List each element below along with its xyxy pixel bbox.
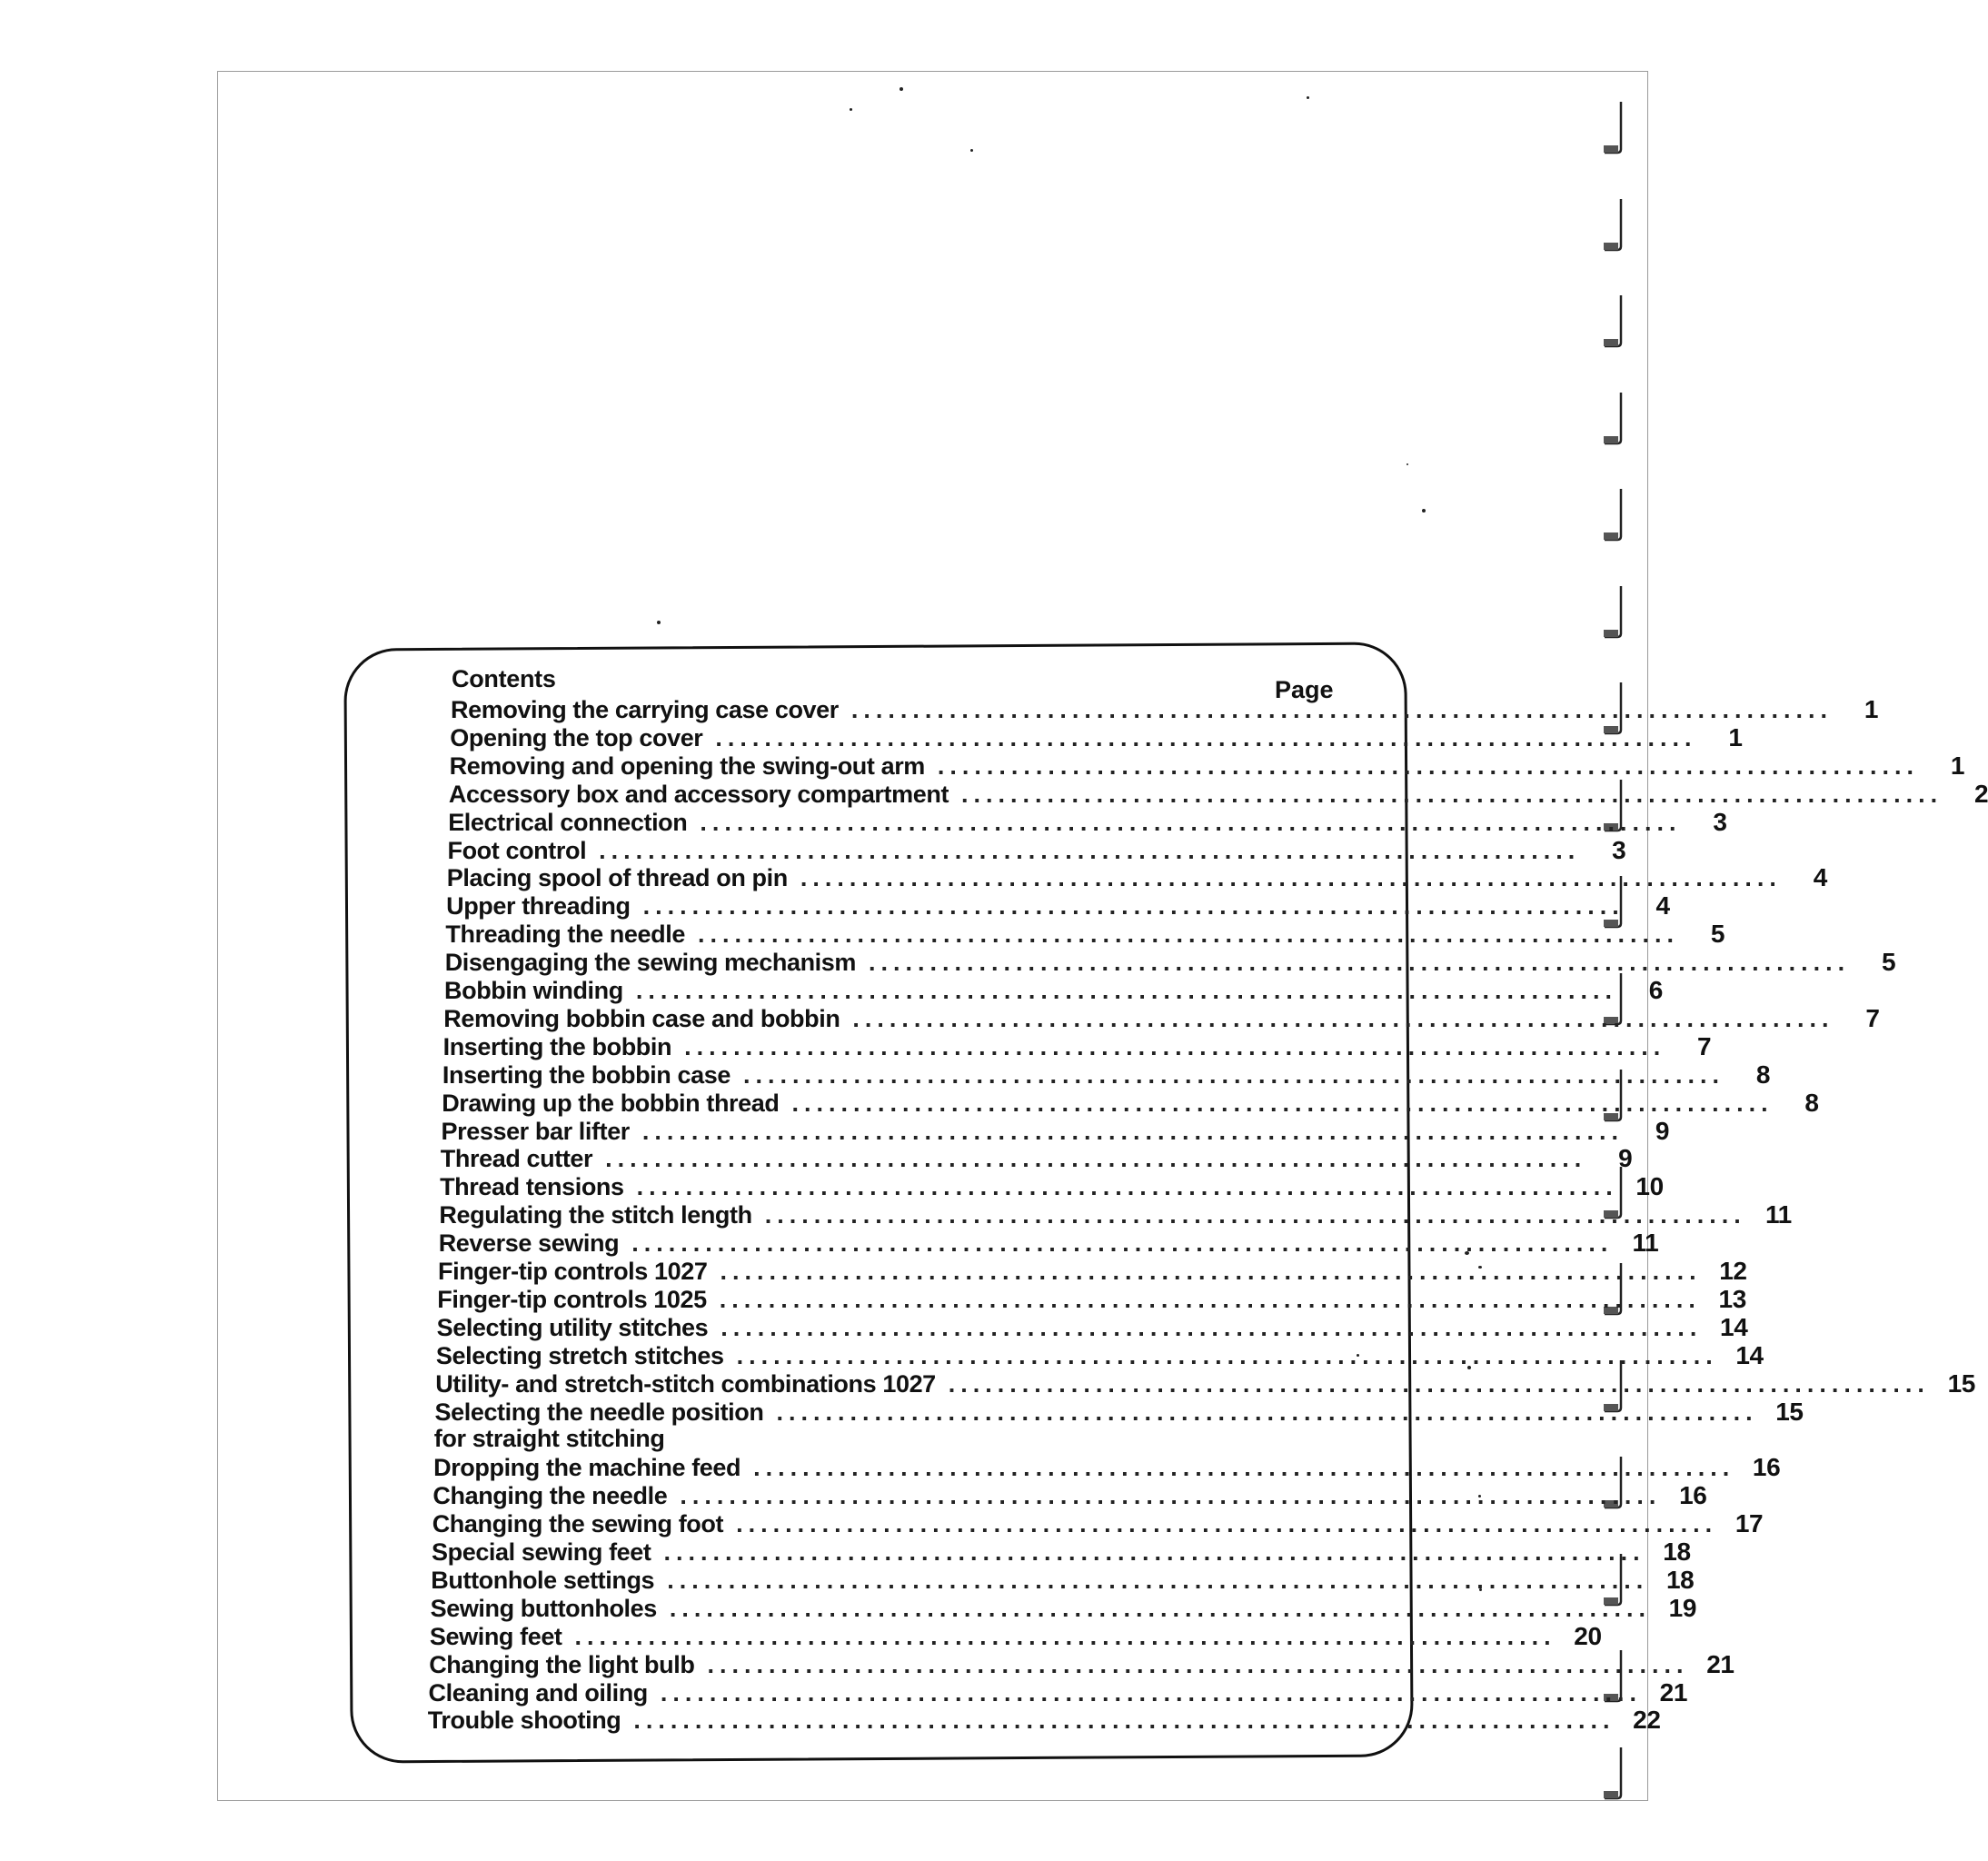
toc-entry-label: Selecting the needle position [434, 1398, 764, 1426]
toc-entry [444, 976, 1663, 1005]
toc-entry-page: 8 [1804, 1088, 1819, 1117]
toc-entry [437, 1284, 1746, 1314]
toc-entry [447, 835, 1626, 865]
toc-leader-dots: ................................................................................ [697, 921, 1680, 949]
toc-entry [446, 891, 1670, 921]
toc-entry-page: 6 [1648, 976, 1663, 1004]
toc-entry-page: 19 [1668, 1593, 1697, 1622]
toc-entry-label: Upper threading [446, 892, 631, 921]
binding-ring-icon [1601, 1746, 1628, 1802]
toc-entry-page: 5 [1710, 920, 1725, 949]
toc-entry [448, 807, 1727, 837]
toc-entry [427, 1706, 1661, 1735]
toc-entry-label: Inserting the bobbin [442, 1032, 672, 1060]
toc-entry-label: Threading the needle [445, 921, 685, 949]
toc-leader-dots: ................................................................................ [776, 1398, 1758, 1426]
toc-entry [432, 1538, 1691, 1567]
toc-entry-page: 18 [1663, 1538, 1691, 1566]
toc-leader-dots: ................................................................................ [641, 1117, 1625, 1145]
toc-entry [434, 1397, 1804, 1427]
toc-leader-dots: ................................................................................ [736, 1510, 1718, 1538]
scan-speck [850, 108, 852, 111]
toc-entry-page: 16 [1752, 1453, 1781, 1482]
toc-entry-page: 8 [1755, 1060, 1771, 1089]
toc-leader-dots: ................................................................................ [736, 1341, 1718, 1369]
toc-entry-page: 5 [1881, 948, 1896, 977]
toc-entry-label: Sewing feet [429, 1622, 562, 1650]
toc-leader-dots: ................................................................................ [663, 1538, 1645, 1566]
toc-entry-label: Finger-tip controls 1025 [437, 1285, 707, 1313]
binding-ring-icon [1601, 584, 1628, 641]
toc-leader-dots: ................................................................................ [753, 1454, 1735, 1482]
toc-entry-page: 1 [1728, 722, 1743, 751]
toc-entry [431, 1565, 1695, 1595]
binding-ring-icon [1601, 294, 1628, 350]
toc-entry [430, 1593, 1697, 1623]
toc-entry [435, 1368, 1975, 1398]
toc-entry-label: Reverse sewing [438, 1229, 620, 1258]
toc-entry-page: 21 [1659, 1677, 1688, 1707]
toc-entry-label: Removing and opening the swing-out arm [449, 751, 925, 780]
toc-leader-dots: ................................................................................ [948, 1369, 1930, 1398]
toc-entry-page: 17 [1735, 1509, 1764, 1538]
toc-entry-label: Finger-tip controls 1027 [438, 1258, 708, 1285]
toc-entry-label: Special sewing feet [432, 1538, 651, 1566]
toc-entry-label: Sewing buttonholes [430, 1594, 657, 1622]
binding-ring-icon [1601, 197, 1628, 254]
toc-entry-page: 11 [1632, 1229, 1659, 1258]
toc-entry [428, 1677, 1688, 1707]
scan-speck [1407, 463, 1408, 465]
toc-entry-page: 13 [1718, 1284, 1746, 1313]
scan-speck [1422, 509, 1426, 513]
toc-entry [432, 1509, 1764, 1538]
toc-entry-page: 18 [1665, 1565, 1695, 1594]
toc-entry-page: 3 [1713, 807, 1727, 836]
toc-entry-page: 2 [1973, 779, 1988, 808]
toc-entry-label: Bobbin winding [444, 977, 623, 1004]
toc-entry-page: 14 [1720, 1312, 1748, 1341]
toc-entry [438, 1229, 1659, 1258]
toc-leader-dots: ................................................................................ [742, 1060, 1725, 1089]
toc-entry-page: 3 [1612, 835, 1626, 864]
toc-entry-page: 15 [1775, 1397, 1804, 1426]
toc-entry-label: Drawing up the bobbin thread [442, 1089, 780, 1117]
toc-entry-page: 7 [1697, 1031, 1712, 1060]
scan-speck [657, 621, 661, 624]
toc-leader-dots: ................................................................................ [764, 1201, 1746, 1229]
toc-entry-page: 14 [1735, 1340, 1764, 1369]
toc-leader-dots: ................................................................................ [721, 1313, 1703, 1341]
toc-entry [450, 722, 1743, 752]
toc-leader-dots: ................................................................................ [636, 1173, 1618, 1201]
toc-entry-page: 21 [1706, 1649, 1735, 1678]
toc-entry-label: Buttonhole settings [431, 1566, 655, 1594]
toc-entry [446, 863, 1827, 892]
toc-entry [441, 1116, 1670, 1146]
contents-title: Contents [452, 665, 556, 692]
toc-entry-label: Selecting stretch stitches [435, 1341, 724, 1369]
toc-entry-label: Dropping the machine feed [433, 1454, 741, 1482]
toc-entry [440, 1144, 1633, 1173]
toc-leader-dots: ................................................................................ [599, 836, 1581, 864]
toc-leader-dots: ................................................................................ [680, 1482, 1662, 1510]
toc-leader-dots: ................................................................................ [707, 1650, 1689, 1678]
toc-leader-dots: ................................................................................ [869, 949, 1851, 977]
toc-entry-label: Changing the needle [432, 1482, 668, 1510]
toc-entry-label: Thread cutter [440, 1145, 593, 1173]
toc-entry [445, 920, 1725, 949]
scan-speck [970, 149, 973, 152]
toc-entry-page: 9 [1618, 1144, 1633, 1173]
toc-entry [443, 1003, 1880, 1033]
toc-entry [432, 1481, 1707, 1510]
toc-entry-label: Cleaning and oiling [428, 1678, 648, 1707]
toc-entry [434, 1425, 1325, 1454]
toc-leader-dots: ................................................................................ [642, 892, 1625, 921]
toc-entry-page: 1 [1950, 751, 1965, 780]
toc-entry [440, 1172, 1664, 1201]
toc-entry-label: Trouble shooting [427, 1707, 621, 1735]
toc-entry [435, 1340, 1764, 1370]
binding-ring-icon [1601, 487, 1628, 543]
toc-entry-label: Foot control [447, 836, 587, 864]
toc-entry-label: Removing bobbin case and bobbin [443, 1004, 840, 1032]
toc-leader-dots: ................................................................................ [715, 723, 1697, 751]
toc-leader-dots: ................................................................................ [700, 808, 1682, 836]
toc-leader-dots: ................................................................................ [800, 864, 1782, 892]
toc-entry-page: 1 [1864, 695, 1879, 723]
toc-entry [442, 1060, 1771, 1090]
toc-entry [439, 1200, 1792, 1229]
toc-leader-dots: ................................................................................ [635, 977, 1617, 1004]
toc-entry-page: 20 [1574, 1621, 1602, 1650]
toc-entry-page: 7 [1865, 1003, 1880, 1032]
toc-entry [451, 695, 1879, 724]
page-column-heading: Page [1275, 676, 1334, 703]
toc-entry-label: for straight stitching [433, 1425, 665, 1453]
toc-entry-page: 10 [1635, 1172, 1664, 1201]
toc-entry [442, 1088, 1819, 1118]
toc-entry-page: 4 [1655, 891, 1670, 921]
toc-entry-label: Inserting the bobbin case [442, 1060, 731, 1089]
toc-entry-page: 22 [1633, 1706, 1661, 1735]
toc-entry [429, 1621, 1602, 1651]
toc-entry [436, 1312, 1748, 1342]
toc-leader-dots: ................................................................................ [852, 1004, 1834, 1032]
toc-leader-dots: ................................................................................ [605, 1145, 1587, 1173]
toc-entry-page: 12 [1719, 1257, 1747, 1285]
toc-entry-label: Opening the top cover [450, 723, 703, 751]
toc-leader-dots: ................................................................................ [937, 751, 1920, 780]
toc-entry-label: Changing the sewing foot [432, 1510, 724, 1538]
toc-leader-dots: ................................................................................ [850, 696, 1834, 723]
toc-entry-label: Accessory box and accessory compartment [448, 780, 949, 808]
toc-entry-label: Removing the carrying case cover [451, 696, 839, 723]
toc-entry-page: 4 [1813, 863, 1827, 892]
binding-ring-icon [1601, 100, 1628, 156]
toc-entry-label: Utility- and stretch-stitch combinations 1027 [435, 1369, 936, 1398]
toc-entry-label: Thread tensions [440, 1173, 624, 1201]
toc-entry-label: Disengaging the sewing mechanism [444, 949, 856, 977]
binding-ring-icon [1601, 391, 1628, 447]
toc-leader-dots: ................................................................................ [631, 1229, 1614, 1258]
toc-entry-label: Changing the light bulb [429, 1650, 695, 1678]
toc-leader-dots: ................................................................................ [791, 1089, 1774, 1117]
scan-speck [1307, 96, 1309, 99]
toc-leader-dots: ................................................................................ [669, 1594, 1652, 1622]
toc-entry [429, 1649, 1735, 1679]
toc-leader-dots: ................................................................................ [633, 1707, 1615, 1735]
toc-leader-dots: ................................................................................ [574, 1622, 1556, 1650]
toc-entry-page: 16 [1679, 1481, 1707, 1510]
toc-entry [449, 751, 1965, 781]
toc-entry-label: Regulating the stitch length [439, 1201, 752, 1229]
toc-entry-page: 11 [1765, 1200, 1792, 1229]
toc-leader-dots: ................................................................................ [720, 1258, 1702, 1285]
toc-entry [442, 1031, 1712, 1061]
scan-speck [900, 87, 903, 91]
toc-entry-label: Electrical connection [448, 808, 688, 836]
toc-entry [448, 779, 1988, 809]
toc-entry-page: 15 [1947, 1368, 1975, 1398]
toc-leader-dots: ................................................................................ [961, 780, 1943, 808]
toc-entry-label: Selecting utility stitches [436, 1313, 709, 1341]
toc-leader-dots: ................................................................................ [719, 1285, 1701, 1313]
toc-leader-dots: ................................................................................ [684, 1032, 1666, 1060]
toc-entry [433, 1453, 1781, 1482]
toc-leader-dots: ................................................................................ [660, 1678, 1643, 1707]
toc-leader-dots: ................................................................................ [667, 1566, 1649, 1594]
toc-entry [438, 1257, 1747, 1286]
toc-entry-page: 9 [1655, 1116, 1670, 1145]
toc-entry-label: Presser bar lifter [441, 1117, 630, 1145]
toc-entry-label: Placing spool of thread on pin [446, 864, 788, 892]
toc-entry [444, 948, 1896, 977]
